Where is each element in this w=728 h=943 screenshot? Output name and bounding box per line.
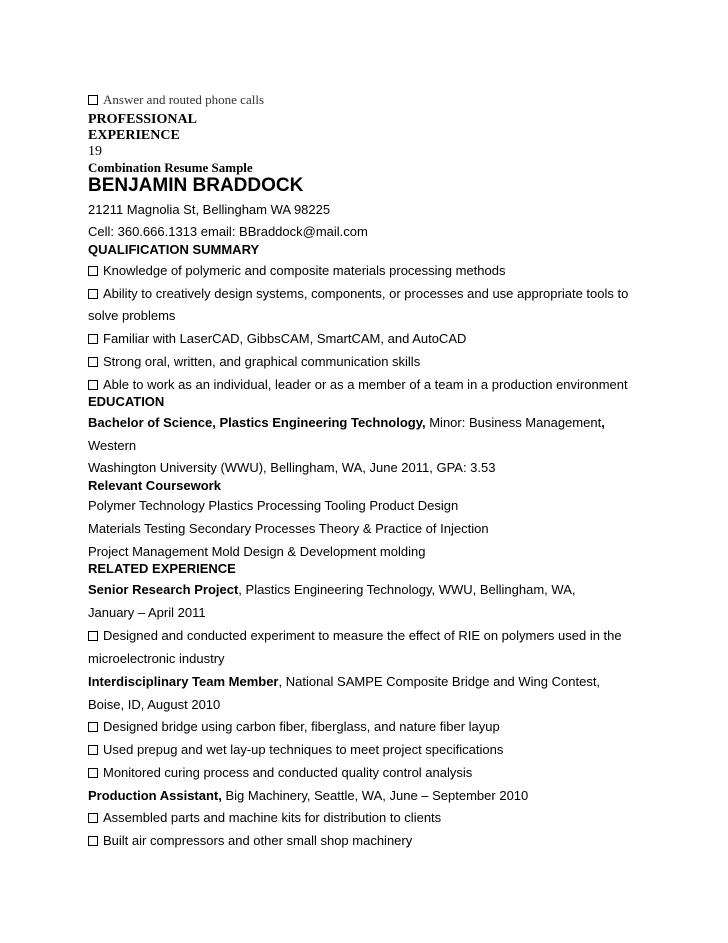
job3-bullet: Assembled parts and machine kits for distribution to clients — [88, 810, 441, 825]
contact-line: Cell: 360.666.1313 email: BBraddock@mail.com — [88, 224, 368, 239]
job2-bullet: Designed bridge using carbon fiber, fiberglass, and nature fiber layup — [88, 719, 500, 734]
qualification-item: Strong oral, written, and graphical communication skills — [88, 354, 420, 369]
coursework-line: Project Management Mold Design & Development molding — [88, 544, 426, 559]
candidate-name: BENJAMIN BRADDOCK — [88, 175, 304, 196]
degree-line: Bachelor of Science, Plastics Engineering Technology, Minor: Business Management, — [88, 415, 605, 430]
job2-bullet: Used prepug and wet lay-up techniques to meet project specifications — [88, 742, 503, 757]
checkbox-icon — [88, 357, 98, 367]
checkbox-icon — [88, 266, 98, 276]
job2-line: Interdisciplinary Team Member, National SAMPE Composite Bridge and Wing Contest, — [88, 674, 601, 689]
top-line-text: Answer and routed phone calls — [103, 92, 265, 107]
job2-bullet: Monitored curing process and conducted quality control analysis — [88, 765, 472, 780]
qualification-item: Familiar with LaserCAD, GibbsCAM, SmartCAM, and AutoCAD — [88, 331, 466, 346]
checkbox-icon — [88, 836, 98, 846]
coursework-line: Polymer Technology Plastics Processing Tooling Product Design — [88, 498, 459, 513]
school-line-1: Western — [88, 438, 137, 453]
checkbox-icon — [88, 334, 98, 344]
job1-bullet: Designed and conducted experiment to measure the effect of RIE on polymers used in the — [88, 628, 622, 643]
professional-heading-2: EXPERIENCE — [88, 128, 180, 143]
school-line-2: Washington University (WWU), Bellingham, WA, June 2011, GPA: 3.53 — [88, 460, 496, 475]
education-heading: EDUCATION — [88, 394, 165, 409]
checkbox-icon — [88, 380, 98, 390]
top-bullet-line — [88, 92, 264, 108]
checkbox-icon — [88, 813, 98, 823]
checkbox-icon — [88, 95, 98, 105]
coursework-line: Materials Testing Secondary Processes Theory & Practice of Injection — [88, 521, 489, 536]
sample-title: Combination Resume Sample — [88, 160, 253, 175]
qualification-heading: QUALIFICATION SUMMARY — [88, 242, 260, 257]
checkbox-icon — [88, 745, 98, 755]
coursework-heading: Relevant Coursework — [88, 478, 221, 493]
job3-bullet: Built air compressors and other small shop machinery — [88, 833, 412, 848]
address-line: 21211 Magnolia St, Bellingham WA 98225 — [88, 202, 331, 217]
checkbox-icon — [88, 722, 98, 732]
qualification-item: Able to work as an individual, leader or as a member of a team in a production environment — [88, 377, 628, 392]
checkbox-icon — [88, 289, 98, 299]
job2-date: Boise, ID, August 2010 — [88, 697, 221, 712]
checkbox-icon — [88, 768, 98, 778]
checkbox-icon — [88, 631, 98, 641]
qualification-item: Ability to creatively design systems, components, or processes and use appropriate tools to — [88, 286, 628, 301]
related-experience-heading: RELATED EXPERIENCE — [88, 561, 236, 576]
page-number: 19 — [88, 144, 102, 159]
qualification-item-continued: solve problems — [88, 308, 176, 323]
professional-heading-1: PROFESSIONAL — [88, 112, 197, 127]
job3-line: Production Assistant, Big Machinery, Seattle, WA, June – September 2010 — [88, 788, 529, 803]
qualification-item: Knowledge of polymeric and composite materials processing methods — [88, 263, 505, 278]
job1-bullet-continued: microelectronic industry — [88, 651, 225, 666]
job1-line: Senior Research Project, Plastics Engineering Technology, WWU, Bellingham, WA, — [88, 582, 576, 597]
job1-date: January – April 2011 — [88, 605, 206, 620]
